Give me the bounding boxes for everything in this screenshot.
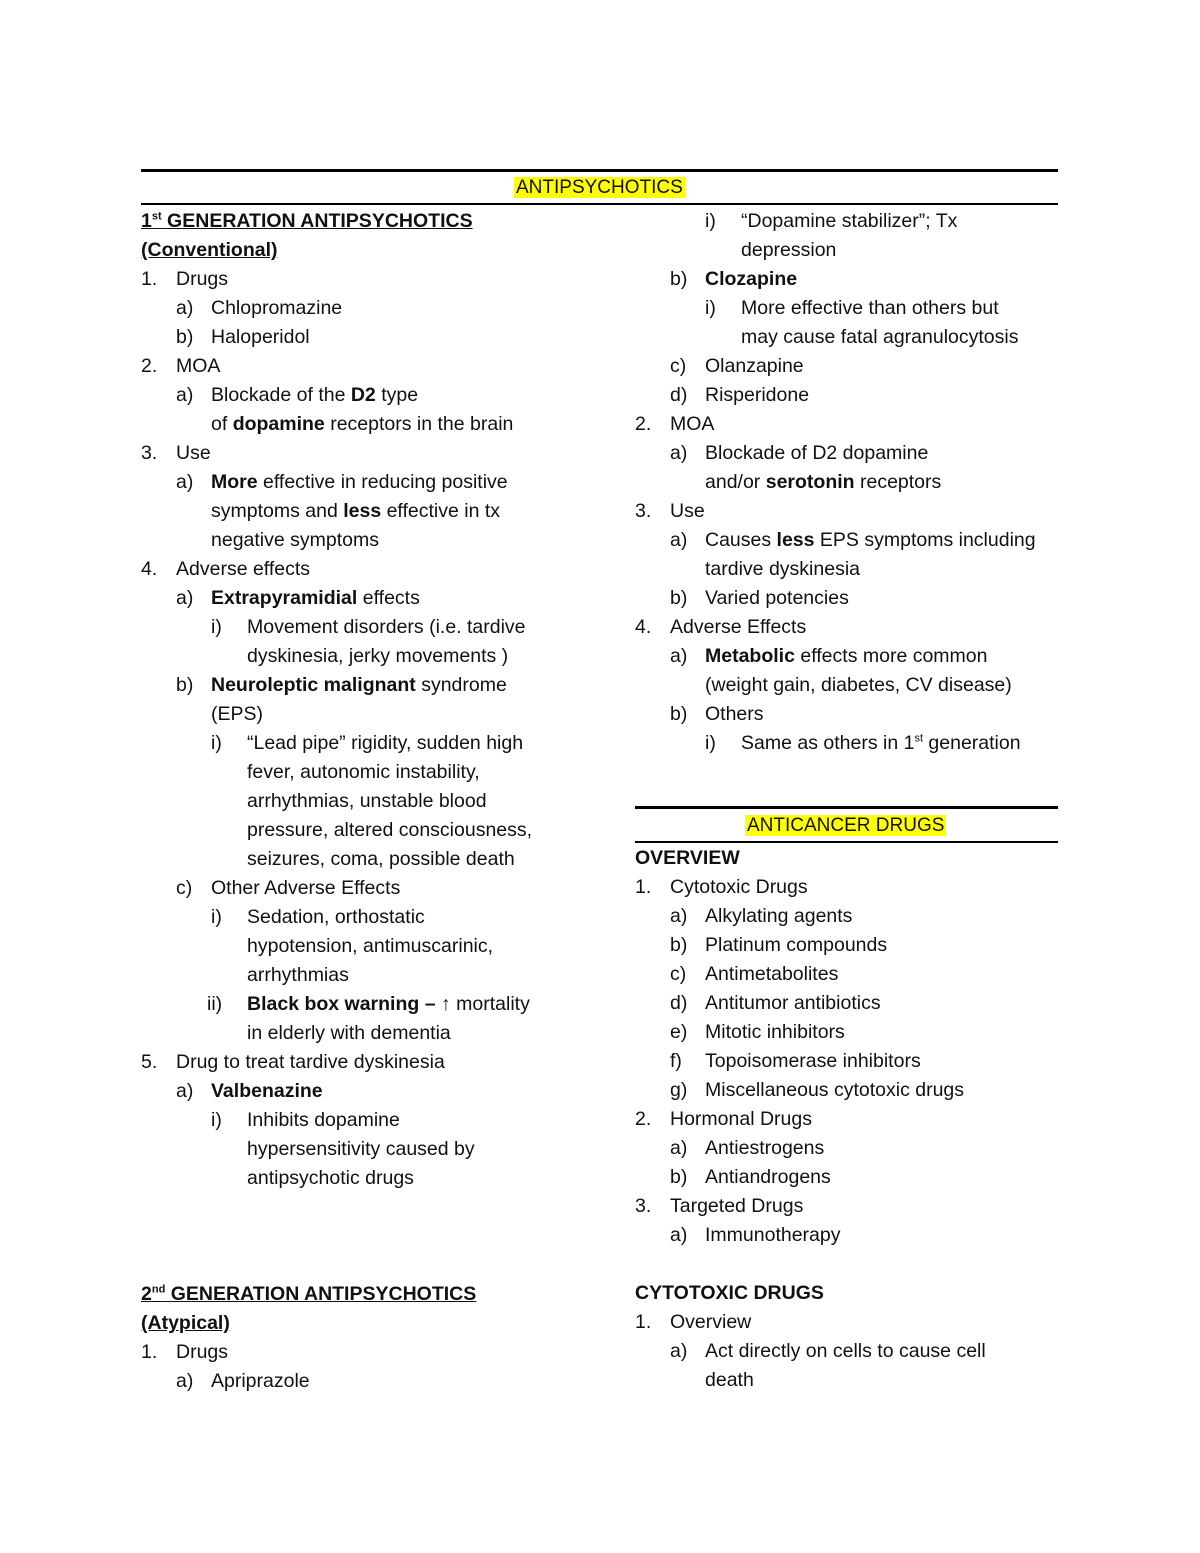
right-column-upper [635,207,1060,758]
list-item-continuation: hypersensitivity caused by [247,1138,475,1160]
list-item: i) Sedation, orthostatic [211,906,425,928]
list-item: a) Metabolic effects more common [670,645,988,667]
list-item: i) Inhibits dopamine [211,1109,400,1131]
list-item-continuation: hypotension, antimuscarinic, [247,935,494,957]
list-item: i) More effective than others but [705,297,999,319]
list-item: i) “Lead pipe” rigidity, sudden high [211,732,524,754]
list-item: d) Antitumor antibiotics [670,992,881,1014]
list-item-continuation: fever, autonomic instability, [247,761,480,783]
right-column-lower [635,844,1060,1395]
list-item: 4. Adverse effects [141,558,311,580]
list-item: 1. Overview [635,1311,752,1333]
list-item-continuation: antipsychotic drugs [247,1167,414,1189]
list-item-continuation: symptoms and less effective in tx [211,500,501,522]
list-item-continuation: pressure, altered consciousness, [247,819,533,841]
list-item: b) Antiandrogens [670,1166,831,1188]
top-rule [141,169,1058,172]
gen2-subtitle: (Atypical) [141,1312,230,1334]
cytotoxic-title: CYTOTOXIC DRUGS [635,1282,824,1304]
list-item: i) Same as others in 1st generation [705,732,1021,754]
list-item: 2. Hormonal Drugs [635,1108,812,1130]
list-item: c) Olanzapine [670,355,804,377]
list-item: a) Extrapyramidial effects [176,587,420,609]
list-item: i) “Dopamine stabilizer”; Tx [705,210,958,232]
list-item-continuation: of dopamine receptors in the brain [211,413,514,435]
anticancer-top-rule [635,806,1058,809]
list-item-continuation: dyskinesia, jerky movements ) [247,645,509,667]
list-item: b) Clozapine [670,268,798,290]
list-item: 3. Targeted Drugs [635,1195,804,1217]
list-item: a) Act directly on cells to cause cell [670,1340,986,1362]
list-item: b) Others [670,703,764,725]
list-item: c) Other Adverse Effects [176,877,401,899]
anticancer-title: ANTICANCER DRUGS [747,815,945,836]
antipsychotics-underline [141,203,1058,205]
list-item: b) Platinum compounds [670,934,888,956]
list-item: b) Haloperidol [176,326,310,348]
list-item-continuation: (EPS) [211,703,264,725]
list-item: a) More effective in reducing positive [176,471,508,493]
list-item-continuation: in elderly with dementia [247,1022,451,1044]
anticancer-underline [635,841,1058,843]
list-item: 1. Cytotoxic Drugs [635,876,808,898]
list-item: a) Blockade of D2 dopamine [670,442,929,464]
list-item: a) Antiestrogens [670,1137,825,1159]
gen1-title: 1st GENERATION ANTIPSYCHOTICS [141,210,473,232]
list-item-continuation: may cause fatal agranulocytosis [741,326,1019,348]
list-item: e) Mitotic inhibitors [670,1021,845,1043]
list-item: 5. Drug to treat tardive dyskinesia [141,1051,445,1073]
list-item: 4. Adverse Effects [635,616,807,638]
list-item-continuation: tardive dyskinesia [705,558,860,580]
list-item-continuation: arrhythmias [247,964,349,986]
list-item: a) Apriprazole [176,1370,310,1392]
list-item: f) Topoisomerase inhibitors [670,1050,921,1072]
list-item: g) Miscellaneous cytotoxic drugs [670,1079,965,1101]
list-item: a) Immunotherapy [670,1224,841,1246]
list-item: ii) Black box warning – ↑ mortality [207,993,530,1015]
list-item: 2. MOA [141,355,221,377]
left-column [141,207,611,1396]
list-item-continuation: and/or serotonin receptors [705,471,942,493]
list-item-continuation: arrhythmias, unstable blood [247,790,487,812]
list-item: d) Risperidone [670,384,810,406]
list-item-continuation: seizures, coma, possible death [247,848,515,870]
gen2-title: 2nd GENERATION ANTIPSYCHOTICS [141,1283,477,1305]
list-item: 1. Drugs [141,268,229,290]
list-item: a) Causes less EPS symptoms including [670,529,1036,551]
list-item: a) Valbenazine [176,1080,323,1102]
list-item: 3. Use [635,500,705,522]
list-item: 2. MOA [635,413,715,435]
gen1-subtitle: (Conventional) [141,239,278,261]
list-item: 3. Use [141,442,211,464]
list-item-continuation: death [705,1369,754,1391]
list-item: a) Blockade of the D2 type [176,384,419,406]
list-item-continuation: (weight gain, diabetes, CV disease) [705,674,1012,696]
list-item: i) Movement disorders (i.e. tardive [211,616,526,638]
list-item: c) Antimetabolites [670,963,839,985]
antipsychotics-title: ANTIPSYCHOTICS [516,177,683,198]
list-item: a) Chlopromazine [176,297,343,319]
overview-title: OVERVIEW [635,847,740,869]
list-item-continuation: negative symptoms [211,529,379,551]
list-item: b) Varied potencies [670,587,849,609]
list-item: a) Alkylating agents [670,905,853,927]
list-item: b) Neuroleptic malignant syndrome [176,674,507,696]
list-item: 1. Drugs [141,1341,229,1363]
list-item-continuation: depression [741,239,837,261]
